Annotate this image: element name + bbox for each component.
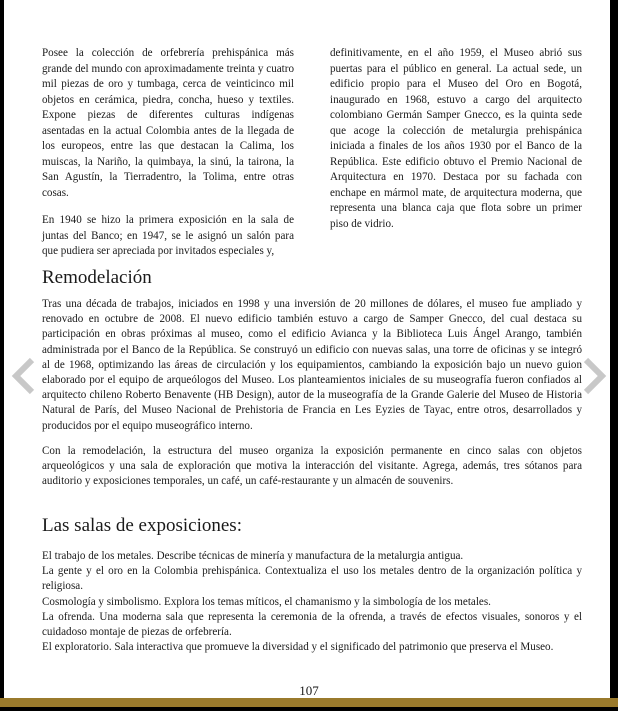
paragraph: Tras una década de trabajos, iniciados en 1998 y una inversión de 20 millones de dólares, el museo fue ampliado y renovado en octubre de 2008. El nuevo edificio también estuvo a cargo de Samper Gnecco, del cual destaca su participación en obras próximas al museo, como el edificio Avianca y la Biblioteca Luis Ángel Arango, también administrada por el Banco de la República. Se construyó un edificio con nuevas salas, una torre de oficinas y se integró al de 1968, optimizando las áreas de circulación y los equipamientos, cambiando la exposición bajo un nuevo guion elaborado por el equipo de arqueólogos del Museo. Los planteamientos iniciales de su museografía fueron confiados al arquitecto chileno Roberto Benavente (HB Design), autor de la museografía de la Grande Galerie del Museo de Historia Natural de París, del Museo Nacional de Prehistoria de Francia en Les Eyzies de Tayac, entre otros, desarrollados y producidos por el equipo museográfico interno.: [42, 298, 582, 432]
page-number: 107: [299, 683, 319, 698]
right-column: [330, 46, 582, 272]
list-item: El exploratorio. Sala interactiva que promueve la diversidad y el significado del patrimonio que preserva el Museo.: [42, 641, 554, 654]
chevron-left-icon: [10, 356, 38, 396]
section-heading-remodelacion: Remodelación: [42, 267, 152, 288]
remodelacion-body: [42, 297, 582, 499]
list-item: La ofrenda. Una moderna sala que representa la ceremonia de la ofrenda, a través de efectos visuales, sonoros y el cuidadoso montaje de piezas de orfebrería.: [42, 610, 582, 639]
page-frame-right: [610, 0, 618, 711]
list-item: La gente y el oro en la Colombia prehispánica. Contextualiza el uso los metales dentro de la organización política y religiosa.: [42, 565, 582, 593]
page-frame-left: [0, 0, 4, 711]
intro-columns: [42, 46, 582, 272]
section-heading-salas: Las salas de exposiciones:: [42, 515, 242, 536]
paragraph: definitivamente, en el año 1959, el Museo abrió sus puertas para el público en general. La actual sede, un edificio propio para el Museo del Oro en Bogotá, inaugurado en 1968, estuvo a cargo del arquitecto colombiano Germán Samper Gnecco, es la quinta sede que acoge la colección de metalurgia prehispánica iniciada a finales de los años 1930 por el Banco de la República. Este edificio obtuvo el Premio Nacional de Arquitectura en 1970. Destaca por su fachada con enchape en mármol mate, de arquitectura moderna, que representa una blanca caja que flota sobre un primer piso de vidrio.: [330, 47, 582, 230]
list-item: Cosmología y simbolismo. Explora los temas míticos, el chamanismo y la simbología de los metales.: [42, 595, 491, 608]
bottom-bar: [0, 698, 618, 711]
chevron-right-icon: [580, 356, 608, 396]
salas-list: [42, 549, 582, 655]
paragraph: En 1940 se hizo la primera exposición en la sala de juntas del Banco; en 1947, se le asignó un salón para que pudiera ser apreciada por invitados especiales y,: [42, 214, 294, 257]
paragraph: Posee la colección de orfebrería prehispánica más grande del mundo con aproximadamente treinta y cuatro mil piezas de oro y tumbaga, cerca de veinticinco mil objetos en cerámica, piedra, concha, hueso y textiles. Expone piezas de diferentes culturas indígenas asentadas en la actual Colombia antes de la llegada de los europeos, entre las que destacan la Calima, los muiscas, la Nariño, la quimbaya, la sinú, la tairona, la San Agustín, la Tierradentro, la Tolima, entre otras cosas.: [42, 47, 294, 199]
paragraph: Con la remodelación, la estructura del museo organiza la exposición permanente en cinco salas con objetos arqueológicos y una sala de exploración que motiva la interacción del visitante. Agrega, además, tres sótanos para auditorio y exposiciones temporales, un café, un café-restaurante y un almacén de souvenirs.: [42, 444, 582, 488]
list-item: El trabajo de los metales. Describe técnicas de minería y manufactura de la metalurgia antigua.: [42, 550, 464, 562]
prev-page-button[interactable]: [10, 356, 38, 396]
left-column: [42, 46, 294, 272]
next-page-button[interactable]: [580, 356, 608, 396]
